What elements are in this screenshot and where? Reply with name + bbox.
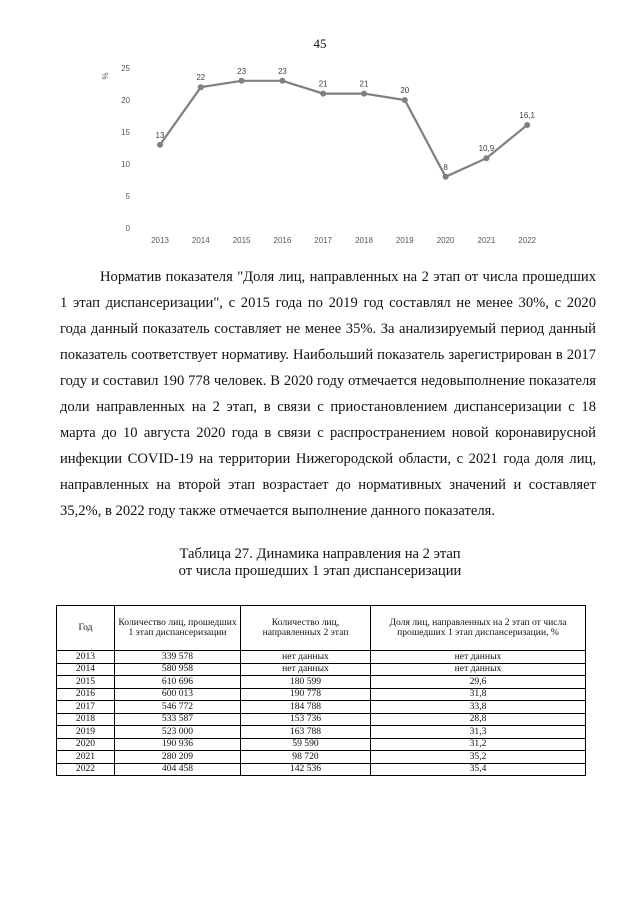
cell-referred-stage-2: 180 599 xyxy=(241,676,371,689)
data-point xyxy=(157,142,163,148)
cell-passed-stage-1: 580 958 xyxy=(115,663,241,676)
table-caption-line-1: Таблица 27. Динамика направления на 2 этап xyxy=(179,546,461,562)
x-tick-label: 2014 xyxy=(191,236,210,245)
data-label: 23 xyxy=(277,66,287,76)
series-line xyxy=(160,81,527,177)
y-tick-label: 5 xyxy=(125,192,130,201)
cell-passed-stage-1: 404 458 xyxy=(115,763,241,776)
cell-share: 33,8 xyxy=(371,701,586,714)
data-point xyxy=(320,91,326,97)
y-tick-label: 0 xyxy=(125,224,130,233)
cell-share: нет данных xyxy=(371,651,586,664)
data-label: 13 xyxy=(155,130,165,140)
x-tick-label: 2019 xyxy=(395,236,414,245)
table-row xyxy=(57,738,586,751)
cell-referred-stage-2: 98 720 xyxy=(241,751,371,764)
x-tick-label: 2020 xyxy=(436,236,455,245)
cell-year: 2019 xyxy=(57,726,115,739)
cell-passed-stage-1: 533 587 xyxy=(115,713,241,726)
table-row xyxy=(57,676,586,689)
cell-referred-stage-2: 59 590 xyxy=(241,738,371,751)
data-label: 21 xyxy=(318,79,328,89)
cell-year: 2022 xyxy=(57,763,115,776)
y-tick-label: 20 xyxy=(121,96,130,105)
data-point xyxy=(443,174,449,180)
table-caption-line-2: от числа прошедших 1 этап диспансеризации xyxy=(178,563,462,579)
x-tick-label: 2022 xyxy=(518,236,537,245)
y-tick-label: 15 xyxy=(121,128,130,137)
data-point xyxy=(361,91,367,97)
cell-share: нет данных xyxy=(371,663,586,676)
cell-passed-stage-1: 546 772 xyxy=(115,701,241,714)
cell-year: 2018 xyxy=(57,713,115,726)
line-chart xyxy=(96,56,556,248)
y-tick-label: 25 xyxy=(121,64,130,73)
cell-referred-stage-2: 142 536 xyxy=(241,763,371,776)
x-tick-label: 2018 xyxy=(355,236,373,245)
cell-year: 2016 xyxy=(57,688,115,701)
cell-passed-stage-1: 523 000 xyxy=(115,726,241,739)
x-tick-label: 2013 xyxy=(151,236,169,245)
cell-year: 2017 xyxy=(57,701,115,714)
cell-referred-stage-2: нет данных xyxy=(241,663,371,676)
cell-referred-stage-2: 153 736 xyxy=(241,713,371,726)
cell-passed-stage-1: 190 936 xyxy=(115,738,241,751)
table-row xyxy=(57,701,586,714)
y-tick-label: 10 xyxy=(121,160,130,169)
data-label: 23 xyxy=(237,66,247,76)
data-label: 21 xyxy=(359,79,369,89)
header-share-referred: Доля лиц, направленных на 2 этап от числа прошедших 1 этап диспансеризации, % xyxy=(371,606,586,651)
y-axis-label: % xyxy=(101,72,110,80)
data-label: 20 xyxy=(400,86,410,95)
cell-passed-stage-1: 610 696 xyxy=(115,676,241,689)
data-point xyxy=(239,78,245,84)
data-label: 22 xyxy=(196,73,206,83)
data-table xyxy=(56,605,586,776)
x-tick-label: 2017 xyxy=(314,236,333,245)
cell-share: 35,2 xyxy=(371,751,586,764)
cell-share: 35,4 xyxy=(371,763,586,776)
cell-passed-stage-1: 600 013 xyxy=(115,688,241,701)
cell-referred-stage-2: 190 778 xyxy=(241,688,371,701)
cell-share: 31,8 xyxy=(371,688,586,701)
cell-share: 31,2 xyxy=(371,738,586,751)
data-point xyxy=(198,84,204,90)
data-label: 16,1 xyxy=(519,110,535,120)
table-row xyxy=(57,713,586,726)
cell-year: 2015 xyxy=(57,676,115,689)
x-tick-label: 2015 xyxy=(232,236,251,245)
table-row xyxy=(57,751,586,764)
data-point xyxy=(524,122,530,128)
table-row xyxy=(57,651,586,664)
table-row xyxy=(57,688,586,701)
cell-year: 2021 xyxy=(57,751,115,764)
data-point xyxy=(483,155,489,161)
x-tick-label: 2016 xyxy=(273,236,292,245)
cell-year: 2014 xyxy=(57,663,115,676)
data-point xyxy=(279,78,285,84)
table-header-row xyxy=(57,606,586,651)
cell-share: 29,6 xyxy=(371,676,586,689)
page-number: 45 xyxy=(313,36,327,51)
table-row xyxy=(57,726,586,739)
cell-share: 31,3 xyxy=(371,726,586,739)
table-row xyxy=(57,763,586,776)
data-point xyxy=(402,97,408,103)
cell-passed-stage-1: 280 209 xyxy=(115,751,241,764)
header-year: Год xyxy=(57,606,115,651)
body-paragraph: Норматив показателя "Доля лиц, направленных на 2 этап от числа прошедших 1 этап диспансеризации", с 2015 года по 2019 год составлял не менее 30%, с 2020 года данный показатель составляет не менее 35%. За анализируемый период данный показатель соответствует нормативу. Наибольший показатель зарегистрирован в 2017 году и составил 190 778 человек. В 2020 году отмечается недовыполнение показателя доли направленных на 2 этап, в связи с приостановлением диспансеризации с 18 марта до 10 августа 2020 года в связи с распространением новой коронавирусной инфекции COVID-19 на территории Нижегородской области, с 2021 года доля лиц, направленных на второй этап возрастает до нормативных значений и составляет 35,2%, в 2022 году также отмечается выполнение данного показателя. xyxy=(60,269,596,519)
data-label: 10,9 xyxy=(478,144,495,154)
header-passed-stage-1: Количество лиц, прошедших 1 этап диспансеризации xyxy=(115,606,241,651)
header-referred-stage-2: Количество лиц, направленных 2 этап xyxy=(241,606,371,651)
cell-referred-stage-2: нет данных xyxy=(241,651,371,664)
table-row xyxy=(57,663,586,676)
cell-year: 2013 xyxy=(57,651,115,664)
data-label: 8 xyxy=(443,162,448,172)
table-caption xyxy=(0,546,640,580)
cell-year: 2020 xyxy=(57,738,115,751)
cell-share: 28,8 xyxy=(371,713,586,726)
cell-passed-stage-1: 339 578 xyxy=(115,651,241,664)
cell-referred-stage-2: 163 788 xyxy=(241,726,371,739)
x-tick-label: 2021 xyxy=(477,236,496,245)
cell-referred-stage-2: 184 788 xyxy=(241,701,371,714)
